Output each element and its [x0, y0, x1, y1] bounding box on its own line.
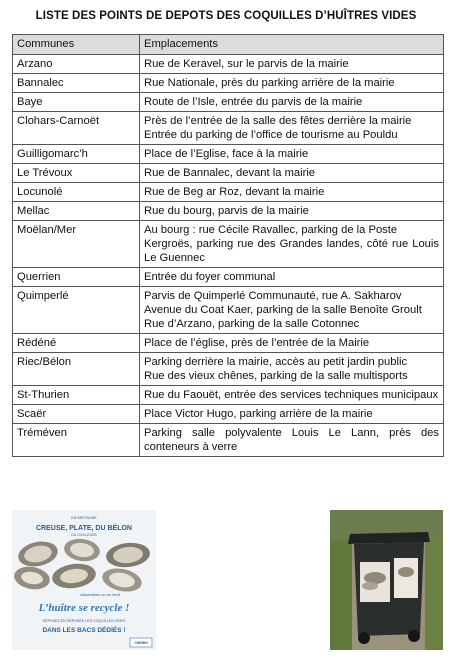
commune-cell: Querrien	[13, 268, 140, 287]
commune-cell: Mellac	[13, 202, 140, 221]
location-line: Entrée du parking de l’office de tourisme au Pouldu	[144, 129, 398, 141]
commune-cell: Riec/Bélon	[13, 353, 140, 386]
commune-cell: Guilligomarc’h	[13, 145, 140, 164]
table-row	[13, 268, 444, 287]
recycling-poster	[12, 510, 156, 650]
location-line: Place Victor Hugo, parking arrière de la mairie	[144, 408, 373, 420]
location-line: Parking salle polyvalente Louis Le Lann, près des conteneurs à verre	[144, 427, 439, 453]
location-line: Rue du Faouët, entrée des services techniques municipaux	[144, 389, 439, 401]
poster-slogan: L’huître se recycle !	[38, 602, 130, 614]
wheelie-bin-illustration	[348, 532, 430, 644]
commune-cell: Arzano	[13, 55, 140, 74]
collection-points-table	[12, 34, 444, 457]
poster-instruction-big: DANS LES BACS DÉDIÉS !	[42, 627, 126, 634]
commune-cell: Bannalec	[13, 74, 140, 93]
poster-graphic	[12, 510, 156, 650]
commune-cell: St-Thurien	[13, 386, 140, 405]
poster-headline-sub: OU D’AILLEURS	[71, 533, 97, 537]
location-cell	[140, 287, 444, 334]
commune-cell: Locunolé	[13, 183, 140, 202]
table-row	[13, 334, 444, 353]
location-line: Près de l’entrée de la salle des fêtes derrière la mairie	[144, 115, 412, 127]
location-line: Parking derrière la mairie, accès au petit jardin public	[144, 356, 408, 368]
location-line: Rue de Bannalec, devant la mairie	[144, 167, 316, 179]
location-cell	[140, 334, 444, 353]
poster-instruction: DÉPOSEZ EN DÉPOSÉE LES COQUILLES VIDES	[42, 619, 126, 623]
location-cell	[140, 268, 444, 287]
table-row	[13, 55, 444, 74]
location-line: Kergroës, parking rue des Grandes landes, côté rue Louis Le Guennec	[144, 238, 439, 264]
location-line: Rue des vieux chênes, parking de la salle multisports	[144, 370, 408, 382]
location-line: Rue de Keravel, sur le parvis de la mairie	[144, 58, 349, 70]
table-row	[13, 353, 444, 386]
table-row	[13, 424, 444, 457]
location-cell	[140, 55, 444, 74]
oyster-shells-illustration	[12, 537, 151, 595]
header-emplacements: Emplacements	[140, 35, 444, 55]
location-cell	[140, 424, 444, 457]
location-line: Avenue du Coat Kaer, parking de la salle Benoîte Groult	[144, 304, 422, 316]
commune-cell: Clohars-Carnoët	[13, 112, 140, 145]
location-line: Place de l’Eglise, face à la mairie	[144, 148, 309, 160]
table-row	[13, 202, 444, 221]
location-cell	[140, 183, 444, 202]
commune-cell: Tréméven	[13, 424, 140, 457]
location-line: Rue d’Arzano, parking de la salle Cotonnec	[144, 318, 360, 330]
poster-headline: CREUSE, PLATE, DU BÉLON	[36, 525, 132, 532]
table-row	[13, 74, 444, 93]
poster-top-small: EN BRETAGNE	[71, 516, 97, 520]
commune-cell: Quimperlé	[13, 287, 140, 334]
commune-cell: Scaër	[13, 405, 140, 424]
location-cell	[140, 164, 444, 183]
location-line: Rue du bourg, parvis de la mairie	[144, 205, 309, 217]
location-cell	[140, 386, 444, 405]
location-line: Place de l’église, près de l’entrée de la Mairie	[144, 337, 370, 349]
bin-photo-graphic	[330, 510, 443, 650]
location-cell	[140, 202, 444, 221]
table-row	[13, 405, 444, 424]
location-cell	[140, 353, 444, 386]
commune-cell: Moëlan/Mer	[13, 221, 140, 268]
location-cell	[140, 93, 444, 112]
table-row	[13, 145, 444, 164]
location-cell	[140, 221, 444, 268]
location-line: Au bourg : rue Cécile Ravallec, parking de la Poste	[144, 224, 398, 236]
location-line: Rue de Beg ar Roz, devant la mairie	[144, 186, 325, 198]
table-row	[13, 93, 444, 112]
document-title: LISTE DES POINTS DE DEPOTS DES COQUILLES D’HUÎTRES VIDES	[35, 10, 417, 22]
table-row	[13, 112, 444, 145]
location-line: Parvis de Quimperlé Communauté, rue A. Sakharov	[144, 290, 402, 302]
table-row	[13, 221, 444, 268]
commune-cell: Baye	[13, 93, 140, 112]
poster-tagline: Admirables ou en écrit	[80, 592, 120, 597]
table-row	[13, 386, 444, 405]
header-communes: Communes	[13, 35, 140, 55]
poster-logo-text: CHEMIN	[134, 641, 148, 645]
location-cell	[140, 145, 444, 164]
location-cell	[140, 405, 444, 424]
location-line: Rue Nationale, près du parking arrière de la mairie	[144, 77, 395, 89]
location-line: Route de l’Isle, entrée du parvis de la mairie	[144, 96, 363, 108]
table-row	[13, 287, 444, 334]
commune-cell: Rédéné	[13, 334, 140, 353]
location-cell	[140, 112, 444, 145]
table-row	[13, 164, 444, 183]
table-row	[13, 183, 444, 202]
bin-photo	[330, 510, 443, 650]
table-header-row	[13, 35, 444, 55]
location-line: Entrée du foyer communal	[144, 271, 276, 283]
commune-cell: Le Trévoux	[13, 164, 140, 183]
location-cell	[140, 74, 444, 93]
